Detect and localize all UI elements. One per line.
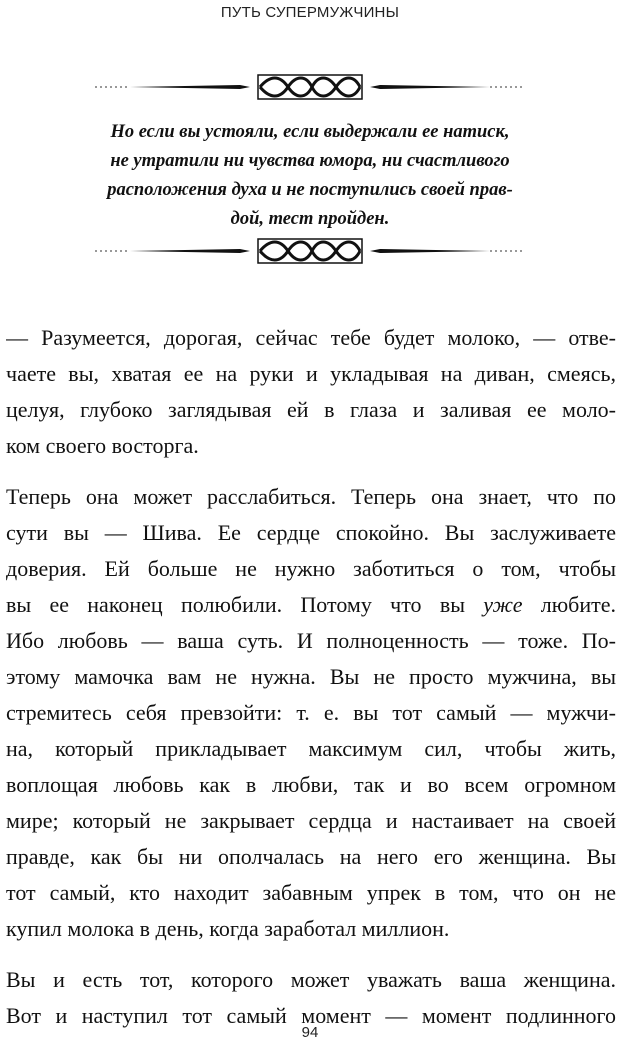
paragraph-2-line: сути вы — Шива. Ее сердце спокойно. Вы заслуживаете xyxy=(6,520,616,545)
paragraph-2-line: доверия. Ей больше не нужно заботиться о том, чтобы xyxy=(6,556,616,581)
paragraph-3-line: Вы и есть тот, которого может уважать ваша женщина. xyxy=(6,967,616,992)
celtic-ornament-divider-top xyxy=(90,72,530,102)
paragraph-1-line: целуя, глубоко заглядывая ей в глаза и заливая ее моло- xyxy=(6,397,616,422)
paragraph-2-line: этому мамочка вам не нужна. Вы не просто мужчина, вы xyxy=(6,664,616,689)
epigraph xyxy=(60,118,560,234)
paragraph-2-line: Теперь она может расслабиться. Теперь она знает, что по xyxy=(6,484,616,509)
paragraph-1-line: — Разумеется, дорогая, сейчас тебе будет молоко, — отве- xyxy=(6,325,616,350)
paragraph-2-line: воплощая любовь как в любви, так и во всем огромном xyxy=(6,772,616,797)
paragraph-2-line: вы ее наконец полюбили. Потому что вы уже любите. xyxy=(6,592,616,617)
running-head: ПУТЬ СУПЕРМУЖЧИНЫ xyxy=(220,4,400,21)
paragraph-3-line: Вот и наступил тот самый момент — момент подлинного xyxy=(6,1003,616,1028)
epigraph-line: Но если вы устояли, если выдержали ее натиск, xyxy=(110,122,510,142)
epigraph-line: дой, тест пройден. xyxy=(230,209,390,229)
paragraph-2-line: стремитесь себя превзойти: т. е. вы тот самый — мужчи- xyxy=(6,700,616,725)
epigraph-line: не утратили ни чувства юмора, ни счастливого xyxy=(110,151,510,171)
paragraph-2-line: тот самый, кто находит забавным упрек в том, что он не xyxy=(6,880,616,905)
paragraph-2-line: купил молока в день, когда заработал миллион. xyxy=(6,916,450,941)
paragraph-1-line: чаете вы, хватая ее на руки и укладывая на диван, смеясь, xyxy=(6,361,616,386)
epigraph-line: расположения духа и не поступились своей прав- xyxy=(107,180,513,200)
paragraph-2-line: правде, как бы ни ополчалась на него его женщина. Вы xyxy=(6,844,616,869)
paragraph-1-line: ком своего восторга. xyxy=(6,433,199,458)
paragraph-2-line: на, который прикладывает максимум сил, чтобы жить, xyxy=(6,736,616,761)
page-number: 94 xyxy=(301,1024,319,1041)
paragraph-2-line: Ибо любовь — ваша суть. И полноценность — тоже. По- xyxy=(6,628,616,653)
paragraph-2-line: мире; который не закрывает сердца и настаивает на своей xyxy=(6,808,616,833)
celtic-ornament-divider-bottom xyxy=(90,236,530,266)
emphasis: уже xyxy=(483,592,523,617)
